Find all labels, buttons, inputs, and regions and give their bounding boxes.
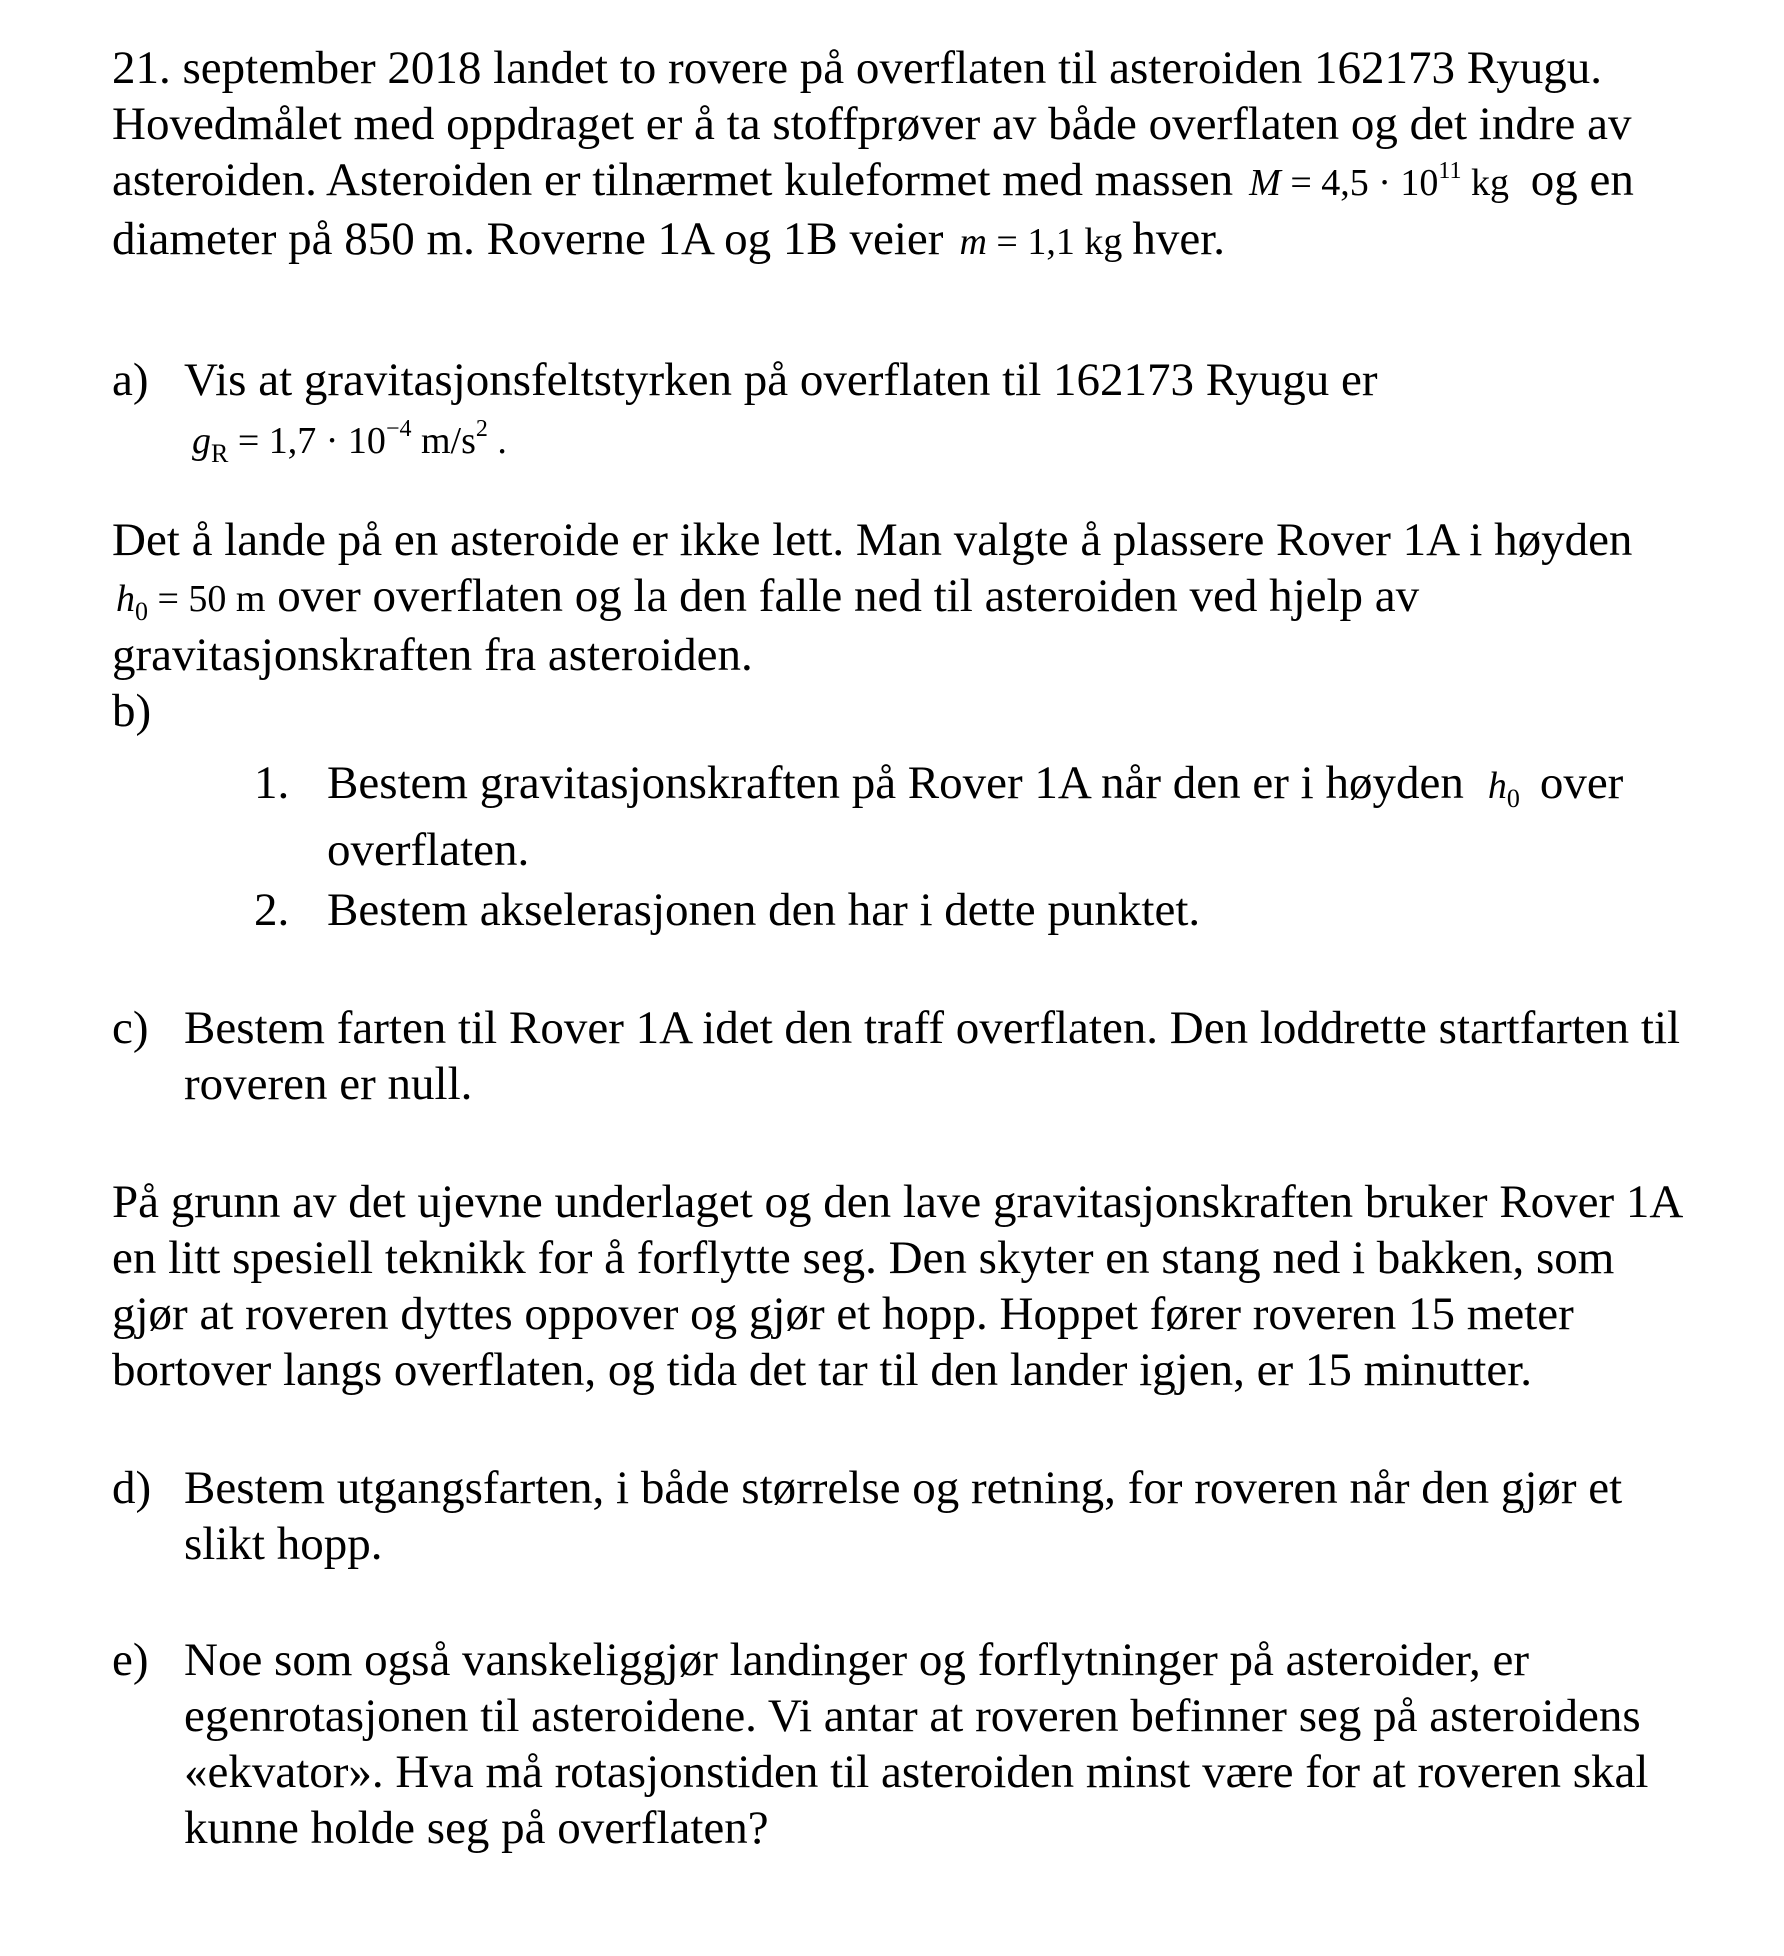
- question-a: [112, 352, 1712, 470]
- rover-mass-formula: m = 1,1 kg: [959, 221, 1123, 263]
- intro-line-3: asteroiden. Asteroiden er tilnærmet kuleformet med massen: [112, 154, 1234, 206]
- hopping-paragraph: På grunn av det ujevne underlaget og den lave gravitasjonskraften bruker Rover 1A en litt spesiell teknikk for å forflytte seg. Den skyter en stang ned i bakken, som gjør at roveren dyttes oppover og gjør et hopp. Hoppet fører roveren 15 meter bortover langs overflaten, og tida det tar til den lander igjen, er 15 minutter.: [112, 1176, 1684, 1396]
- question-b-item-2: 2. Bestem akselerasjonen den har i dette punktet.: [254, 884, 1201, 936]
- intro-paragraph: [112, 40, 1712, 270]
- intro-line-3-end: og en: [1530, 154, 1634, 206]
- intro-line-2: Hovedmålet med oppdraget er å ta stoffprøver av både overflaten og det indre av: [112, 98, 1632, 150]
- intro-line-4-end: hver.: [1132, 213, 1225, 265]
- question-a-label: a): [112, 354, 149, 406]
- question-a-text: Vis at gravitasjonsfeltstyrken på overflaten til 162173 Ryugu er: [184, 354, 1378, 406]
- question-c: c) Bestem farten til Rover 1A idet den traff overflaten. Den loddrette startfarten til roveren er null.: [112, 1002, 1681, 1110]
- intro-line-4: diameter på 850 m. Roverne 1A og 1B veier: [112, 213, 944, 265]
- question-b-item-1: 1. Bestem gravitasjonskraften på Rover 1A når den er i høyden $h_0$ over overflaten.: [254, 757, 1624, 876]
- gravity-formula: $g_R = 1,7 \cdot 10^{-4}$ $m/s^2$ .: [192, 416, 507, 468]
- landing-line-2: over overflaten og la den falle ned til asteroiden ved hjelp av: [277, 570, 1420, 622]
- question-d-label: d): [112, 1462, 152, 1514]
- intro-line-1: 21. september 2018 landet to rovere på overflaten til asteroiden 162173 Ryugu.: [112, 42, 1602, 94]
- landing-paragraph: [112, 512, 1712, 683]
- height-formula: $h_0 = 50$ m: [116, 578, 266, 626]
- question-e: e) Noe som også vanskeliggjør landinger og forflytninger på asteroider, er egenrotasjonen til asteroidene. Vi antar at roveren befinner seg på asteroidens «ekvator». Hva må rotasjonstiden til asteroiden minst være for at roveren skal kunne holde seg på overflaten?: [112, 1634, 1649, 1854]
- document-page: [112, 40, 1712, 1856]
- question-c-label: c): [112, 1002, 149, 1054]
- height-symbol: $h_0$: [1487, 765, 1520, 813]
- question-b-list: [112, 751, 1712, 938]
- question-e-label: e): [112, 1634, 149, 1686]
- question-b-label: b): [112, 685, 152, 737]
- landing-line-1: Det å lande på en asteroide er ikke lett. Man valgte å plassere Rover 1A i høyden: [112, 514, 1633, 566]
- question-d: d) Bestem utgangsfarten, i både størrelse og retning, for roveren når den gjør et slikt hopp.: [112, 1462, 1623, 1570]
- mass-formula: $M = 4,5 \cdot 10^{11}$ kg: [1249, 158, 1510, 204]
- landing-line-3: gravitasjonskraften fra asteroiden.: [112, 629, 753, 681]
